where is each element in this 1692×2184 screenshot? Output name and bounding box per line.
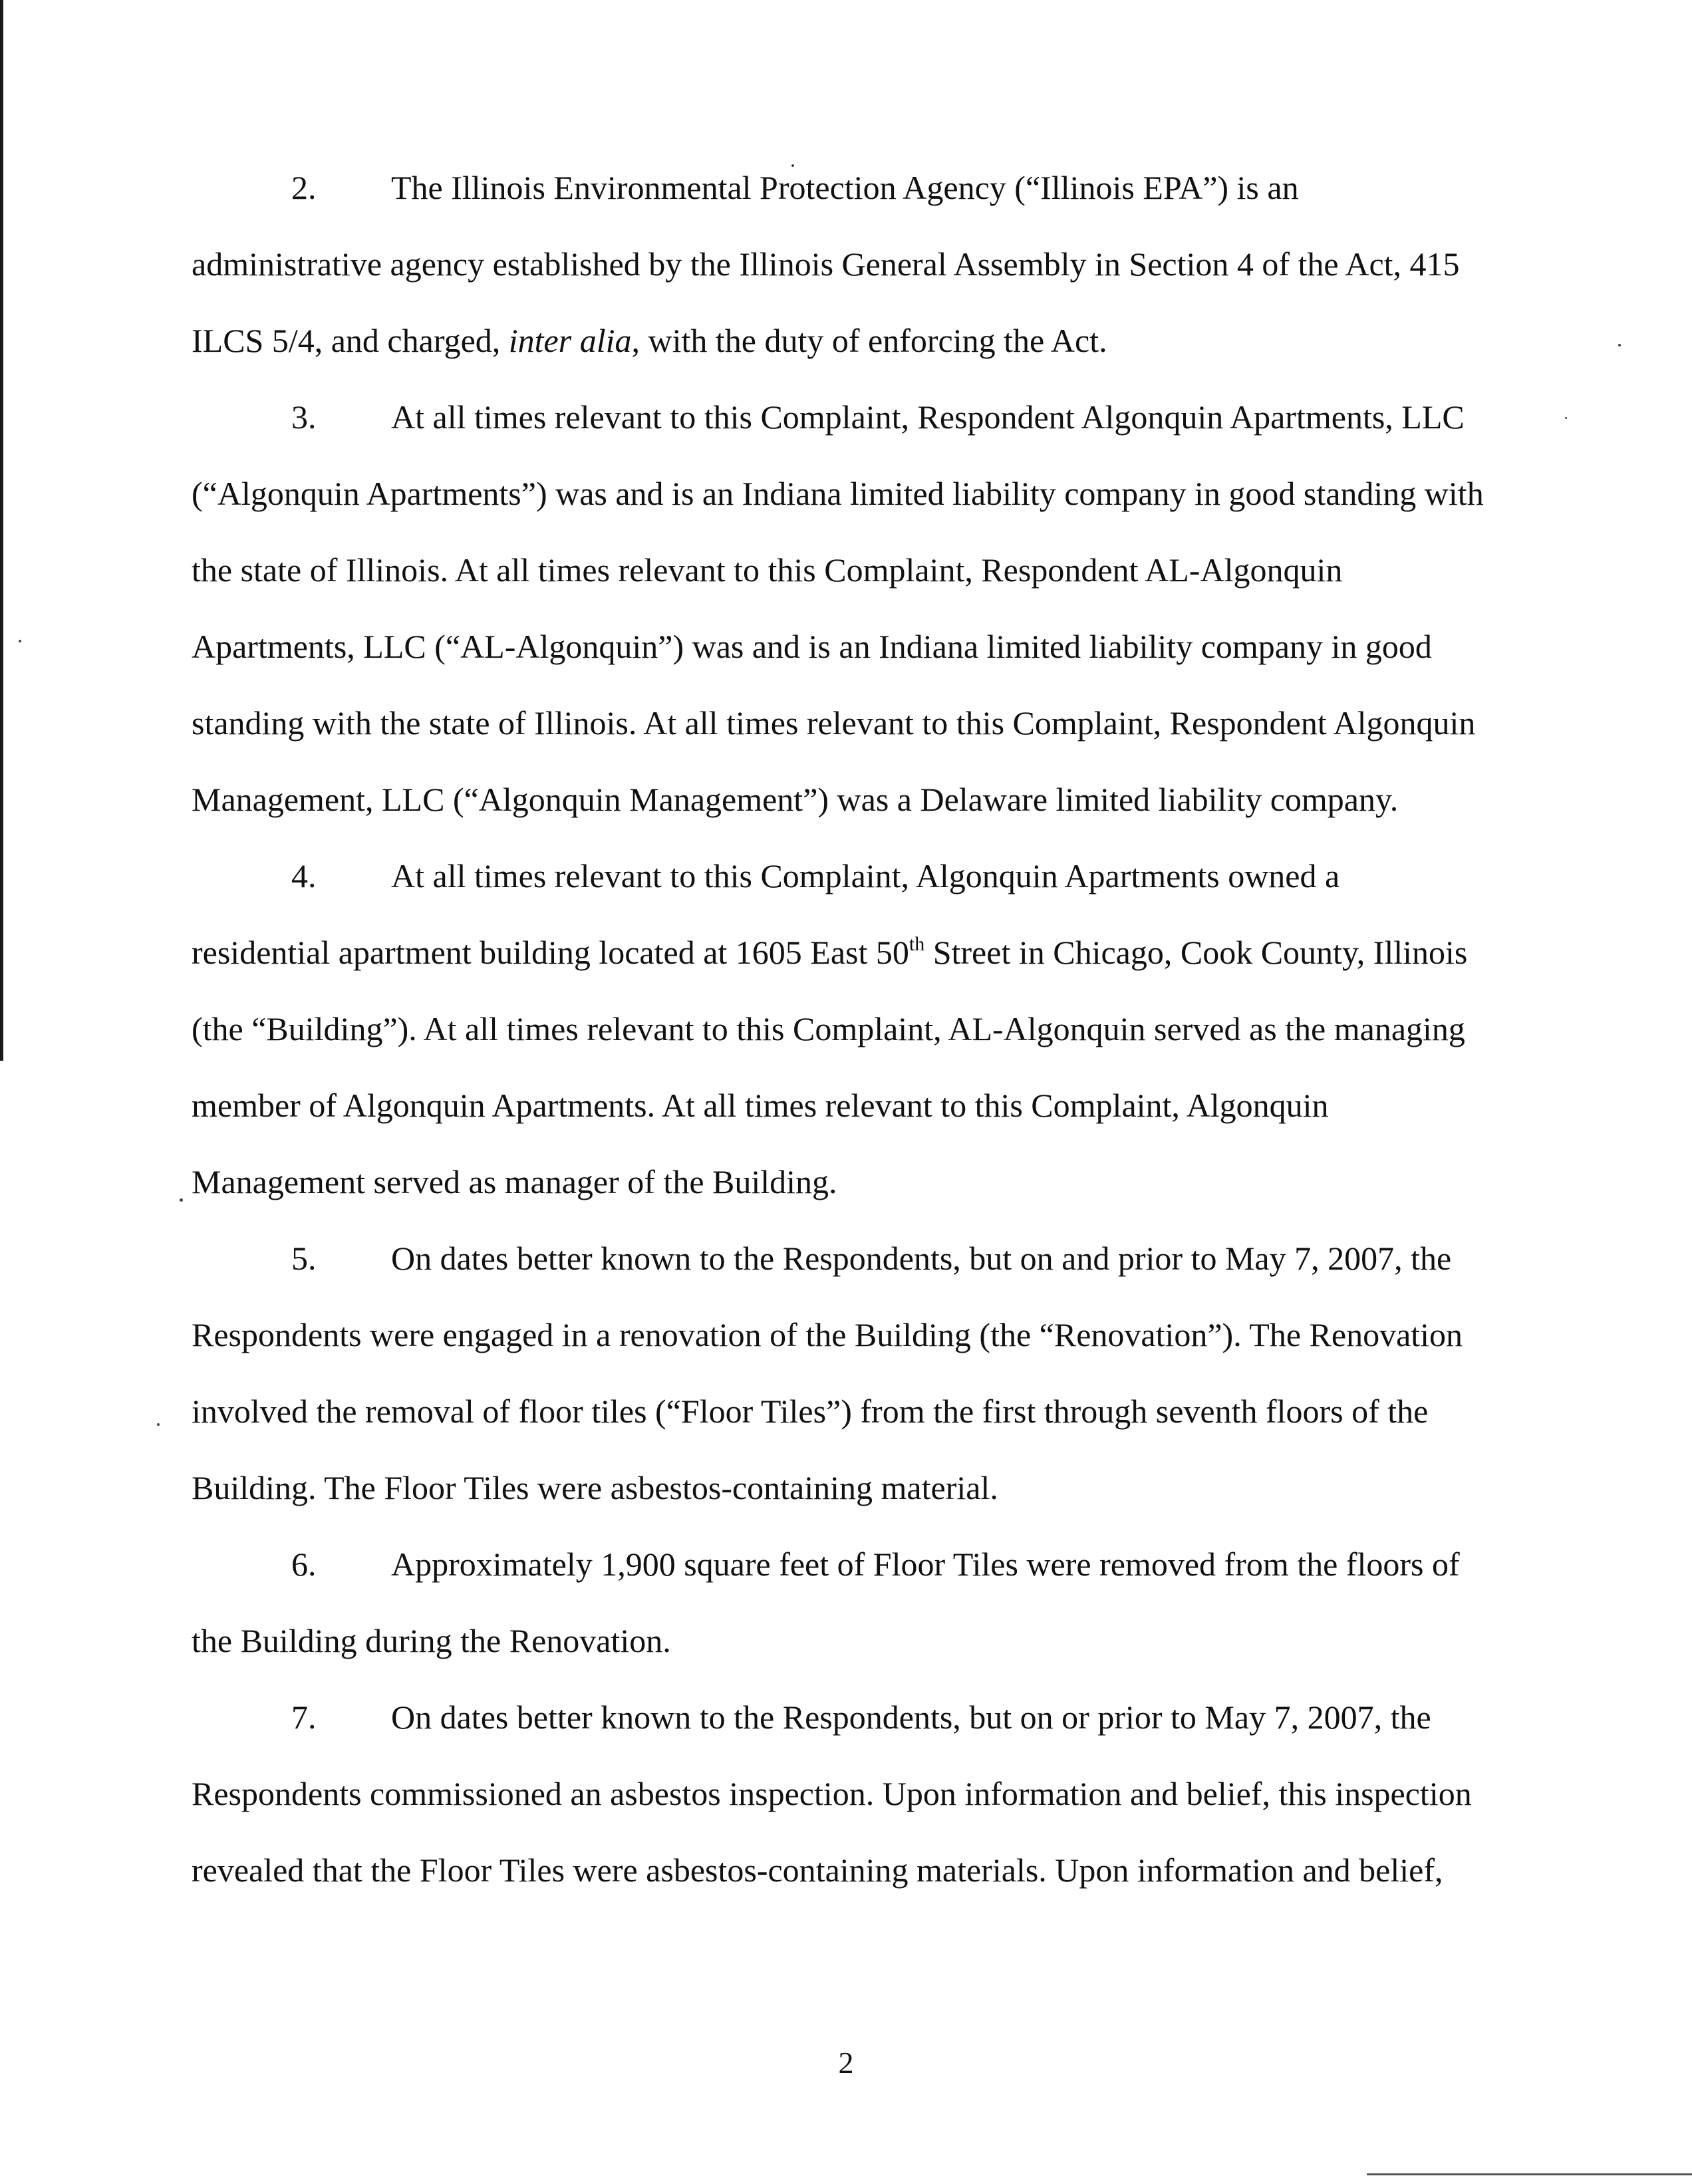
paragraph-line: (“Algonquin Apartments”) was and is an Indiana limited liability company in good standing with (192, 475, 1484, 512)
paragraph-number: 3. (291, 398, 317, 436)
paragraph-line: Apartments, LLC (“AL-Algonquin”) was and is an Indiana limited liability company in good (192, 628, 1432, 665)
italic-phrase: inter alia (508, 322, 632, 359)
paragraph-line: Management, LLC (“Algonquin Management”) was a Delaware limited liability company. (192, 781, 1399, 818)
page-number: 2 (838, 2046, 854, 2080)
paragraph-7 (192, 1679, 1508, 1909)
paragraph-line: involved the removal of floor tiles (“Floor Tiles”) from the first through seventh floors of the (192, 1393, 1429, 1430)
ordinal-superscript: th (909, 933, 925, 955)
paragraph-line: 4. At all times relevant to this Complaint, Algonquin Apartments owned a (192, 838, 1508, 914)
paragraph-line: the Building during the Renovation. (192, 1622, 671, 1659)
paragraph-line: (the “Building”). At all times relevant to this Complaint, AL-Algonquin served as the managing (192, 1010, 1465, 1047)
scan-edge-mark (0, 0, 3, 1061)
paragraph-2 (192, 150, 1508, 379)
paragraph-3 (192, 379, 1508, 838)
paragraph-line: 2. The Illinois Environmental Protection Agency (“Illinois EPA”) is an (192, 150, 1508, 226)
paragraph-number: 5. (291, 1240, 317, 1277)
paragraph-line: residential apartment building located at 1605 East 50th Street in Chicago, Cook County, Illinois (192, 933, 1468, 971)
paragraph-5 (192, 1220, 1508, 1526)
paragraph-line: standing with the state of Illinois. At all times relevant to this Complaint, Respondent Algonquin (192, 704, 1476, 742)
scan-speck (1565, 417, 1567, 419)
paragraph-line: the state of Illinois. At all times relevant to this Complaint, Respondent AL-Algonquin (192, 551, 1343, 589)
paragraph-line: Respondents commissioned an asbestos inspection. Upon information and belief, this inspection (192, 1775, 1472, 1812)
paragraph-line: ILCS 5/4, and charged, inter alia, with the duty of enforcing the Act. (192, 322, 1107, 359)
paragraph-4 (192, 838, 1508, 1220)
paragraph-line: Respondents were engaged in a renovation of the Building (the “Renovation”). The Renovation (192, 1316, 1463, 1353)
paragraph-number: 7. (291, 1699, 317, 1736)
scan-speck (180, 1198, 183, 1202)
paragraph-line: Management served as manager of the Building. (192, 1163, 837, 1200)
scan-speck (1618, 344, 1621, 346)
document-body (192, 150, 1508, 1909)
paragraph-number: 2. (291, 169, 317, 206)
scan-speck (791, 164, 794, 167)
paragraph-number: 4. (291, 857, 317, 894)
paragraph-line: Building. The Floor Tiles were asbestos-containing material. (192, 1469, 998, 1506)
paragraph-line: 6. Approximately 1,900 square feet of Floor Tiles were removed from the floors of (192, 1526, 1508, 1603)
footer-rule (1367, 2173, 1692, 2175)
paragraph-line: revealed that the Floor Tiles were asbestos-containing materials. Upon information and belief, (192, 1851, 1443, 1889)
paragraph-line: administrative agency established by the Illinois General Assembly in Section 4 of the Act, 415 (192, 245, 1460, 283)
paragraph-line: 5. On dates better known to the Respondents, but on and prior to May 7, 2007, the (192, 1220, 1508, 1297)
scan-speck (19, 640, 21, 642)
paragraph-line: 7. On dates better known to the Respondents, but on or prior to May 7, 2007, the (192, 1679, 1508, 1756)
scan-speck (157, 1423, 160, 1426)
paragraph-line: 3. At all times relevant to this Complaint, Respondent Algonquin Apartments, LLC (192, 379, 1508, 456)
paragraph-line: member of Algonquin Apartments. At all times relevant to this Complaint, Algonquin (192, 1087, 1329, 1124)
paragraph-6 (192, 1526, 1508, 1679)
paragraph-number: 6. (291, 1546, 317, 1583)
